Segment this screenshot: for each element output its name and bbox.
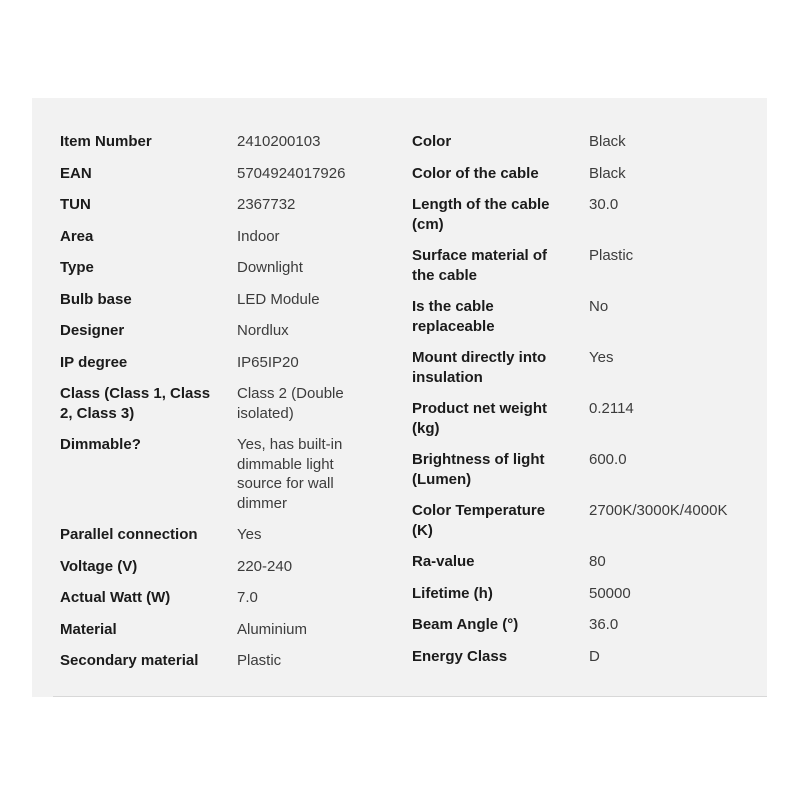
spec-value: Aluminium — [237, 620, 308, 638]
spec-label: Energy Class — [412, 647, 508, 665]
spec-value: 0.2114 — [589, 400, 634, 417]
spec-value: Black — [589, 133, 626, 150]
spec-label: Secondary material — [60, 652, 199, 669]
panel-bottom-divider — [53, 696, 767, 697]
spec-label: Type — [60, 259, 94, 276]
spec-row — [60, 258, 412, 278]
spec-row — [412, 552, 764, 572]
spec-row — [60, 321, 412, 341]
spec-label: Dimmable? — [60, 436, 141, 453]
spec-label: Item Number — [60, 133, 152, 150]
spec-row — [60, 588, 412, 608]
spec-label: Is the cable replaceable — [412, 298, 495, 335]
spec-label: Actual Watt (W) — [60, 589, 171, 606]
spec-value: Plastic — [589, 247, 634, 264]
spec-row — [412, 246, 764, 285]
spec-row — [60, 132, 412, 152]
spec-value: 2700K/3000K/4000K — [589, 502, 728, 519]
spec-label: Color Temperature (K) — [412, 502, 546, 539]
spec-row — [412, 195, 764, 234]
spec-row — [412, 399, 764, 438]
spec-value: LED Module — [237, 290, 320, 308]
spec-value: 36.0 — [589, 616, 619, 633]
spec-value: 600.0 — [589, 451, 627, 468]
spec-row — [60, 435, 412, 513]
spec-label: Color — [412, 133, 452, 150]
spec-label: Lifetime (h) — [412, 584, 493, 602]
spec-label: Length of the cable (cm) — [412, 196, 550, 233]
spec-value: Plastic — [237, 652, 282, 669]
spec-label: Voltage (V) — [60, 557, 138, 575]
spec-row — [412, 615, 764, 635]
spec-row — [60, 164, 412, 184]
spec-row — [60, 651, 412, 671]
spec-column-right — [412, 132, 764, 678]
spec-label: Brightness of light (Lumen) — [412, 451, 545, 488]
spec-label: Product net weight (kg) — [412, 400, 547, 437]
spec-value: 50000 — [589, 584, 631, 602]
spec-label: Designer — [60, 322, 125, 339]
spec-value: D — [589, 647, 600, 665]
spec-value: Nordlux — [237, 322, 289, 339]
spec-value: Black — [589, 164, 626, 182]
spec-row — [60, 620, 412, 640]
spec-value: 2410200103 — [237, 133, 321, 150]
spec-columns — [60, 132, 767, 683]
spec-row — [60, 384, 412, 423]
spec-row — [60, 195, 412, 215]
spec-label: Parallel connection — [60, 526, 198, 543]
spec-value: 2367732 — [237, 196, 296, 213]
spec-value: Class 2 (Double isolated) — [237, 385, 344, 422]
spec-column-left — [60, 132, 412, 683]
spec-row — [60, 227, 412, 247]
spec-row — [60, 525, 412, 545]
spec-label: Beam Angle (°) — [412, 616, 519, 633]
spec-value: Downlight — [237, 259, 303, 276]
spec-row — [60, 557, 412, 577]
spec-value: No — [589, 298, 609, 315]
spec-label: Color of the cable — [412, 164, 539, 182]
product-spec-panel — [32, 98, 767, 697]
spec-value: IP65IP20 — [237, 353, 299, 371]
spec-value: 220-240 — [237, 557, 293, 575]
spec-value: Yes — [237, 526, 262, 543]
spec-value: Indoor — [237, 227, 280, 245]
spec-row — [412, 348, 764, 387]
spec-label: Ra-value — [412, 553, 475, 570]
spec-value: 30.0 — [589, 196, 619, 213]
spec-row — [60, 290, 412, 310]
spec-label: Surface material of the cable — [412, 247, 548, 284]
spec-value: Yes, has built-in dimmable light source for wall dimmer — [237, 436, 343, 512]
spec-label: Class (Class 1, Class 2, Class 3) — [60, 385, 211, 422]
spec-label: Mount directly into insulation — [412, 349, 547, 386]
spec-label: EAN — [60, 164, 92, 182]
spec-value: 7.0 — [237, 589, 258, 606]
spec-label: Material — [60, 620, 117, 638]
spec-label: TUN — [60, 196, 91, 213]
spec-value: Yes — [589, 349, 614, 366]
spec-row — [412, 164, 764, 184]
spec-row — [412, 132, 764, 152]
spec-row — [412, 584, 764, 604]
spec-value: 80 — [589, 553, 606, 570]
spec-label: Bulb base — [60, 290, 132, 308]
spec-row — [412, 450, 764, 489]
spec-row — [412, 647, 764, 667]
spec-label: IP degree — [60, 353, 128, 371]
spec-row — [412, 297, 764, 336]
spec-row — [60, 353, 412, 373]
spec-label: Area — [60, 227, 94, 245]
spec-row — [412, 501, 764, 540]
spec-value: 5704924017926 — [237, 164, 346, 182]
